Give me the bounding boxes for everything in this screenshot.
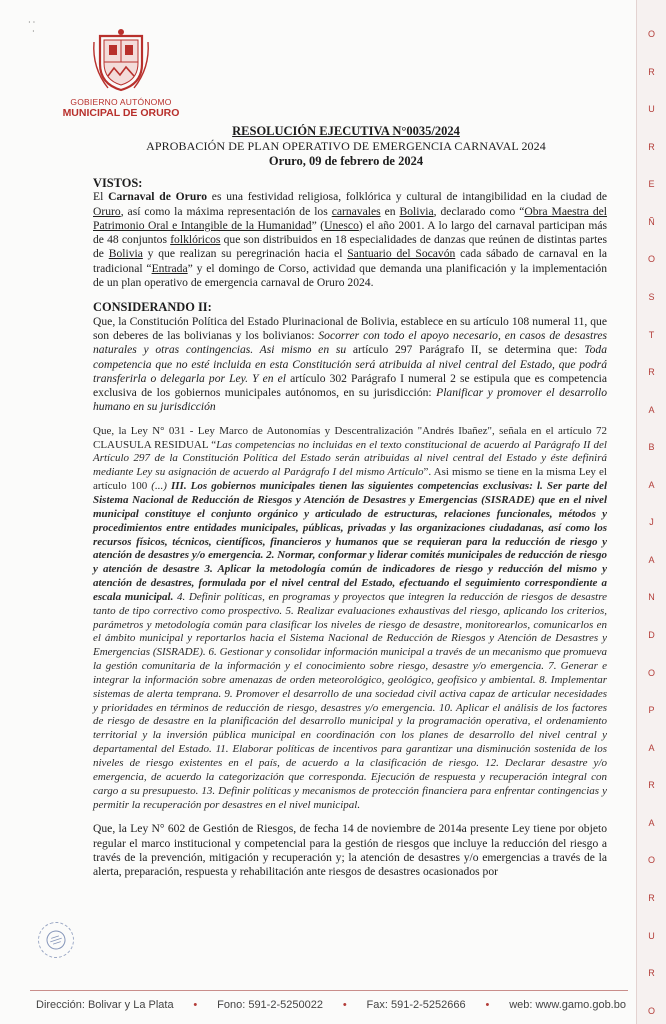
paragraph-vistos: El Carnaval de Oruro es una festividad religiosa, folklórica y cultural de intangibilidad en la ciudad de Oruro, así como la máxima representación de los carnavales en Bolivia, declarado como “Obra Maestra del Patrimonio Oral e Intangible de la Humanidad” (Unesco) el año 2001. A lo largo del carnaval participan más de 48 conjuntos folklóricos que son distribuidos en 18 especialidades de danzas que reúnen de distintas partes de Bolivia y que realizan su peregrinación hacia el Santuario del Socavón cada sábado de carnaval en la tradicional “Entrada” y el domingo de Corso, actividad que demanda una planificación y la implementación de un plan operativo de emergencia carnaval de Oruro 2024. xyxy=(93,190,608,290)
side-band-letter: Ñ xyxy=(648,216,655,227)
side-band-letter: R xyxy=(648,968,655,979)
municipal-logo xyxy=(60,28,182,119)
footer-separator: • xyxy=(193,999,198,1011)
resolution-date: Oruro, 09 de febrero de 2024 xyxy=(268,154,424,168)
side-band-letter: T xyxy=(648,329,655,340)
side-band-letter: A xyxy=(648,479,655,490)
stamp-seal-icon xyxy=(41,925,71,955)
side-band-letter: O xyxy=(647,1005,655,1016)
side-band-letter: R xyxy=(648,66,655,77)
coat-of-arms-icon xyxy=(90,28,152,94)
scan-marks: · · · xyxy=(28,18,36,36)
side-band-letter: R xyxy=(648,141,655,152)
side-band-letter: A xyxy=(648,554,655,565)
section-heading-vistos: VISTOS: xyxy=(93,176,143,190)
paragraph-constitucion: Que, la Constitución Política del Estado Plurinacional de Bolivia, establece en su artículo 108 numeral 11, que son deberes de las bolivianas y los bolivianos: Socorrer con todo el apoyo necesario, en casos de desastres naturales y otras contingencias. Asi mismo en su artículo 297 Parágrafo II, se determina que: Toda competencia que no esté incluida en esta Constitución será atribuida al nivel central del Estado, que podrá transferirla o delegarla por Ley. Y en el artículo 302 Parágrafo I numeral 2 se estipula que es competencia exclusiva de los gobiernos municipales autónomos, en su jurisdicción: Planificar y promover el desarrollo humano en su jurisdicción xyxy=(93,314,608,414)
side-band-letter: A xyxy=(648,742,655,753)
section-heading-considerando: CONSIDERANDO II: xyxy=(93,300,212,315)
resolution-subtitle: APROBACIÓN DE PLAN OPERATIVO DE EMERGENCIA CARNAVAL 2024 xyxy=(146,139,546,153)
side-band-letter: O xyxy=(647,667,655,678)
side-band-letter: S xyxy=(648,291,655,302)
title-block xyxy=(96,124,596,169)
side-band-letter: P xyxy=(648,705,655,716)
slogan-side-band xyxy=(636,0,666,1024)
side-band-letter: O xyxy=(647,855,655,866)
resolution-title: RESOLUCIÓN EJECUTIVA N°0035/2024 xyxy=(232,124,460,138)
footer-address: Dirección: Bolivar y La Plata xyxy=(36,999,174,1011)
side-band-letter: B xyxy=(648,442,655,453)
side-band-letter: O xyxy=(647,254,655,265)
side-band-letter: U xyxy=(648,930,655,941)
footer-divider xyxy=(30,990,628,991)
footer-separator: • xyxy=(485,999,490,1011)
side-band-letter: E xyxy=(648,179,655,190)
side-band-letter: A xyxy=(648,817,655,828)
footer-separator: • xyxy=(342,999,347,1011)
footer-web: web: www.gamo.gob.bo xyxy=(509,999,626,1011)
side-band-letter: O xyxy=(647,29,655,39)
side-band-letter: D xyxy=(648,630,655,640)
side-band-letter: R xyxy=(648,367,655,378)
document-body xyxy=(93,176,607,890)
side-band-letter: A xyxy=(648,404,655,415)
side-band-letter: U xyxy=(648,104,655,115)
received-stamp xyxy=(33,917,78,962)
side-band-letter: R xyxy=(648,780,655,791)
side-band-letter: R xyxy=(648,892,655,903)
footer-phone: Fono: 591-2-5250022 xyxy=(217,999,323,1011)
org-line-2: MUNICIPAL DE ORURO xyxy=(62,107,180,119)
footer-fax: Fax: 591-2-5252666 xyxy=(366,999,466,1011)
paragraph-ley-031: Que, la Ley N° 031 - Ley Marco de Autonomías y Descentralización "Andrés Ibañez", señala en el artículo 72 CLAUSULA RESIDUAL “Las competencias no incluidas en el texto constitucional de acuerdo al Parágrafo II del Artículo 297 de la Constitución Política del Estado serán atribuidas al nivel central del Estado y éste definirá mediante Ley su asignación de acuerdo al Parágrafo I del mismo Artículo”. Asi mismo se tiene en la misma Ley el artículo 100 (...) III. Los gobiernos municipales tienen las siguientes competencias exclusivas: l. Ser parte del Sistema Nacional de Reducción de Riesgos y Atención de Desastres y Emergencias (SISRADE) que en el nivel municipal constituye el conjunto orgánico y articulado de estructuras, relaciones funcionales, métodos y procedimientos entre entidades municipales, públicas, privadas y las organizaciones ciudadanas, así como los recursos físicos, técnicos, científicos, financieros y humanos que se requieran para la reducción de riesgo y atención de desastres y/o emergencia. 2. Normar, conformar y liderar comités municipales de reducción de riesgo y atención de desastre 3. Aplicar la metodología común de indicadores de riesgo y reducción del mismo y atención de desastres, formulada por el nivel central del Estado, efectuando el seguimiento correspondiente a escala municipal. 4. Definir políticas, en programas y proyectos que integren la reducción de riesgos de desastre tanto de tipo correctivo como prospectivo. 5. Realizar evaluaciones exhaustivas del riesgo, aplicando los criterios, parámetros y metodología común para clasificar los niveles de riesgo de desastre, monitorearlos, comunicarlos en el ámbito municipal y reportarlos hacia el Sistema Nacional de Reducción de Riesgos y Atención de Desastres y Emergencias (SISRADE). 6. Gestionar y consolidar información municipal a través de un mecanismo que promueva la gestión comunitaria de la información y el conocimiento sobre riesgo, desastre y/o emergencia. 7. Generar e integrar la información sobre amenazas de orden meteorológico, geológico, geofísico y ambiental. 8. Implementar sistemas de alerta temprana. 9. Promover el desarrollo de una sociedad civil activa capaz de articular necesidades y prioridades en términos de reducción de riesgo, desastres y/o emergencia. 10. Aplicar el análisis de los factores de riesgo de desastre en la planificación del desarrollo municipal y la programación operativa, el ordenamiento territorial y la inversión pública municipal en coordinación con los planes de desarrollo del nivel central y departamental del Estado. 11. Elaborar políticas de incentivos para garantizar una disminución sostenida de los niveles de riesgo existentes en el país, de acuerdo a la clasificación de riesgo. 12. Declarar desastre y/o emergencia, de acuerdo la categorización que corresponda. Ejecución de respuesta y recuperación integral con cargo a su presupuesto. 13. Definir políticas y mecanismos de protección financiera para enfrentar contingencias y permitir la recuperación por desastres en el nivel municipal. xyxy=(93,424,607,811)
side-band-letter: J xyxy=(649,517,654,528)
footer-contact xyxy=(36,999,626,1011)
org-line-1: GOBIERNO AUTÓNOMO xyxy=(70,97,172,107)
paragraph-ley-602: Que, la Ley N° 602 de Gestión de Riesgos, de fecha 14 de noviembre de 2014a presente Ley tiene por objeto regular el marco institucional y competencial para la gestión de riesgos que incluye la reducción del riesgo a través de la prevención, mitigación y recuperación y; la atención de desastres y/o emergencias a través de la alerta, preparación, respuesta y rehabilitación ante riesgos de desastres ocasionados por xyxy=(93,822,607,879)
side-band-letter: N xyxy=(648,592,655,603)
